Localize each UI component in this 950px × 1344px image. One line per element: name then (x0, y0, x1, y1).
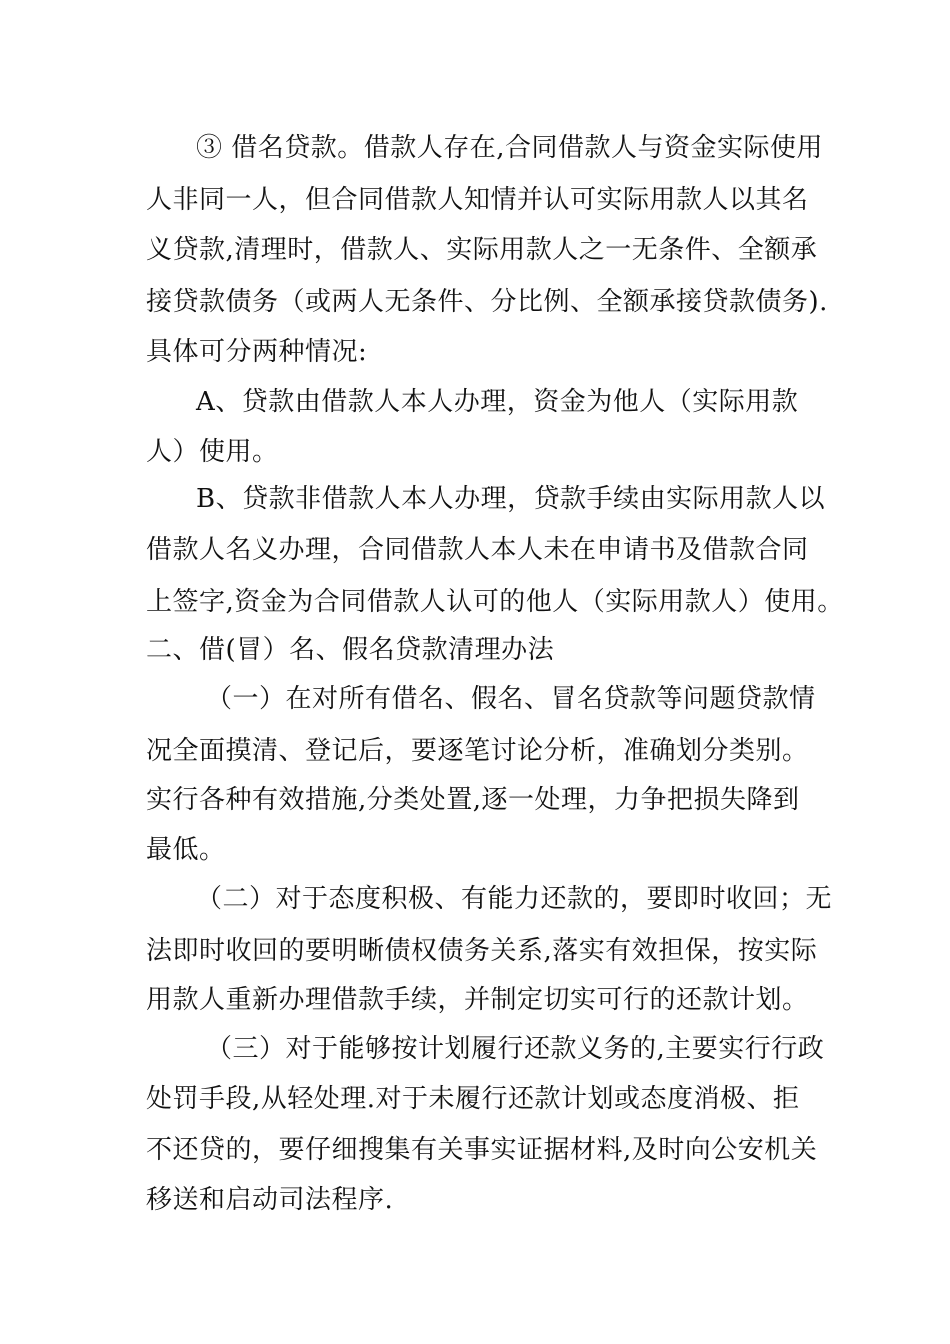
paragraph-line: 具体可分两种情况: (146, 337, 368, 367)
paragraph-line: （二）对于态度积极、有能力还款的，要即时收回；无 (196, 884, 833, 914)
paragraph-line: （一）在对所有借名、假名、冒名贷款等问题贷款情 (206, 684, 816, 714)
paragraph-line: （三）对于能够按计划履行还款义务的,主要实行行政 (206, 1034, 825, 1064)
paragraph-line: 处罚手段,从轻处理.对于未履行还款计划或态度消极、拒 (146, 1084, 800, 1114)
paragraph-line: 不还贷的，要仔细搜集有关事实证据材料,及时向公安机关 (146, 1135, 818, 1165)
paragraph-line: ③ 借名贷款。借款人存在,合同借款人与资金实际使用 (196, 133, 824, 163)
paragraph-line: 实行各种有效措施,分类处置,逐一处理，力争把损失降到 (146, 785, 800, 815)
paragraph-line: 人）使用。 (146, 437, 279, 467)
paragraph-line: 义贷款,清理时，借款人、实际用款人之一无条件、全额承 (146, 235, 818, 265)
paragraph-line: 借款人名义办理，合同借款人本人未在申请书及借款合同 (146, 535, 809, 565)
paragraph-line: 法即时收回的要明晰债权债务关系,落实有效担保，按实际 (146, 936, 818, 966)
section-heading: 二、借(冒）名、假名贷款清理办法 (146, 635, 555, 665)
paragraph-line: 移送和启动司法程序. (146, 1185, 394, 1215)
paragraph-line: 上签字,资金为合同借款人认可的他人（实际用款人）使用。 (146, 587, 844, 617)
paragraph-line: A、贷款由借款人本人办理，资金为他人（实际用款 (196, 387, 799, 417)
paragraph-line: 最低。 (146, 835, 226, 865)
paragraph-line: B、贷款非借款人本人办理，贷款手续由实际用款人以 (196, 484, 826, 514)
paragraph-line: 用款人重新办理借款手续，并制定切实可行的还款计划。 (146, 985, 809, 1015)
paragraph-line: 人非同一人，但合同借款人知情并认可实际用款人以其名 (146, 185, 809, 215)
paragraph-line: 接贷款债务（或两人无条件、分比例、全额承接贷款债务). (146, 287, 828, 317)
paragraph-line: 况全面摸清、登记后，要逐笔讨论分析，准确划分类别。 (146, 736, 809, 766)
